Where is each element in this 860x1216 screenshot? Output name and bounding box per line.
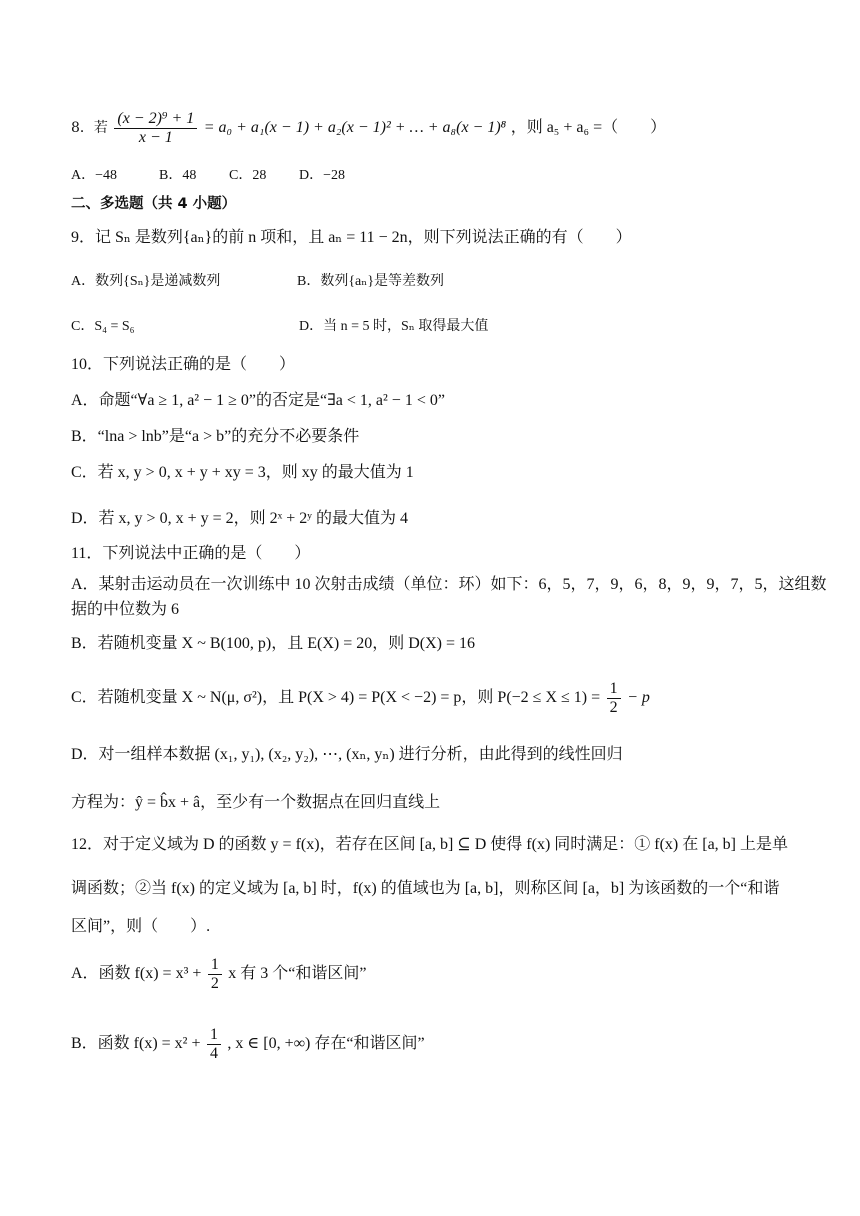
q8-fraction-denominator: x − 1 [138, 128, 173, 146]
q9-option-b: B．数列{aₙ}是等差数列 [297, 274, 445, 289]
q11-option-a-line2: 据的中位数为 6 [71, 601, 180, 618]
q12-option-b-fraction-denominator: 4 [209, 1044, 218, 1062]
q12-option-a-prefix: A．函数 f(x) = x³ + [71, 965, 202, 982]
q11-option-c-prefix: C．若随机变量 X ~ N(μ, σ²)，且 P(X > 4) = P(X < −2) = p，则 P(−2 ≤ X ≤ 1) = [71, 689, 601, 706]
q11-option-c [71, 678, 650, 718]
q12-option-b-fraction [207, 1026, 221, 1063]
q12-option-b-fraction-numerator: 1 [207, 1026, 221, 1045]
q12-option-b-prefix: B．函数 f(x) = x² + [71, 1035, 201, 1052]
q8-suffix: ，则 a₅ + a₆ =（ ） [510, 119, 667, 136]
section-2-title: 二、多选题（共 4 小题） [71, 196, 237, 212]
q11-option-b: B．若随机变量 X ~ B(100, p)，且 E(X) = 20，则 D(X) = 16 [71, 635, 476, 652]
q8-fraction [114, 110, 197, 147]
q8-expansion: = a₀ + a₁(x − 1) + a₂(x − 1)² + … + a₈(x − 1)⁸ [203, 119, 507, 136]
q8-option-a: A．−48 [71, 168, 118, 183]
q11-option-c-fraction-numerator: 1 [607, 680, 621, 699]
question-9-stem: 9．记 Sₙ 是数列{aₙ}的前 n 项和，且 aₙ = 11 − 2n，则下列说法正确的有（ ） [71, 229, 632, 246]
q12-option-a [71, 954, 367, 994]
q9-option-d: D．当 n = 5 时，Sₙ 取得最大值 [299, 319, 489, 334]
q11-option-d-line2: 方程为：ŷ = b̂x + â，至少有一个数据点在回归直线上 [71, 794, 441, 811]
q8-option-b: B．48 [159, 168, 197, 183]
q12-option-b-suffix: , x ∈ [0, +∞) 存在“和谐区间” [227, 1035, 425, 1052]
q8-option-c: C．28 [229, 168, 267, 183]
question-12-line1: 12．对于定义域为 D 的函数 y = f(x)，若存在区间 [a, b] ⊆ D 使得 f(x) 同时满足：① f(x) 在 [a, b] 上是单 [71, 836, 789, 853]
q10-option-a: A．命题“∀a ≥ 1, a² − 1 ≥ 0”的否定是“∃a < 1, a² − 1 < 0” [71, 392, 445, 409]
question-8-stem [71, 108, 666, 148]
q9-option-a: A．数列{Sₙ}是递减数列 [71, 274, 221, 289]
q11-option-c-fraction [607, 680, 621, 717]
q11-option-d-line1: D．对一组样本数据 (x₁, y₁), (x₂, y₂), ⋯, (xₙ, yₙ) 进行分析，由此得到的线性回归 [71, 746, 623, 763]
q8-prefix: 8．若 [71, 120, 108, 136]
q8-option-d: D．−28 [299, 168, 346, 183]
question-11-stem: 11．下列说法中正确的是（ ） [71, 545, 311, 562]
q11-option-a-line1: A．某射击运动员在一次训练中 10 次射击成绩（单位：环）如下：6，5，7，9，6，8，9，9，7，5，这组数 [71, 576, 827, 593]
q9-option-c: C．S₄ = S₆ [71, 319, 135, 334]
q10-option-d: D．若 x, y > 0, x + y = 2，则 2ˣ + 2ʸ 的最大值为 4 [71, 510, 409, 527]
q12-option-a-suffix: x 有 3 个“和谐区间” [228, 965, 367, 982]
q11-option-c-suffix: − p [627, 689, 650, 706]
question-10-stem: 10．下列说法正确的是（ ） [71, 356, 296, 373]
question-12-line3: 区间”，则（ ）. [71, 918, 211, 935]
q10-option-b: B．“lna > lnb”是“a > b”的充分不必要条件 [71, 428, 360, 445]
q12-option-a-fraction-denominator: 2 [210, 974, 219, 992]
q12-option-a-fraction-numerator: 1 [208, 956, 222, 975]
q12-option-a-fraction [208, 956, 222, 993]
q8-fraction-numerator: (x − 2)⁹ + 1 [114, 110, 197, 129]
q10-option-c: C．若 x, y > 0, x + y + xy = 3，则 xy 的最大值为 1 [71, 464, 414, 481]
q12-option-b [71, 1024, 425, 1064]
question-12-line2: 调函数；②当 f(x) 的定义域为 [a, b] 时，f(x) 的值域也为 [a, b]，则称区间 [a，b] 为该函数的一个“和谐 [71, 880, 780, 897]
q11-option-c-fraction-denominator: 2 [609, 698, 618, 716]
